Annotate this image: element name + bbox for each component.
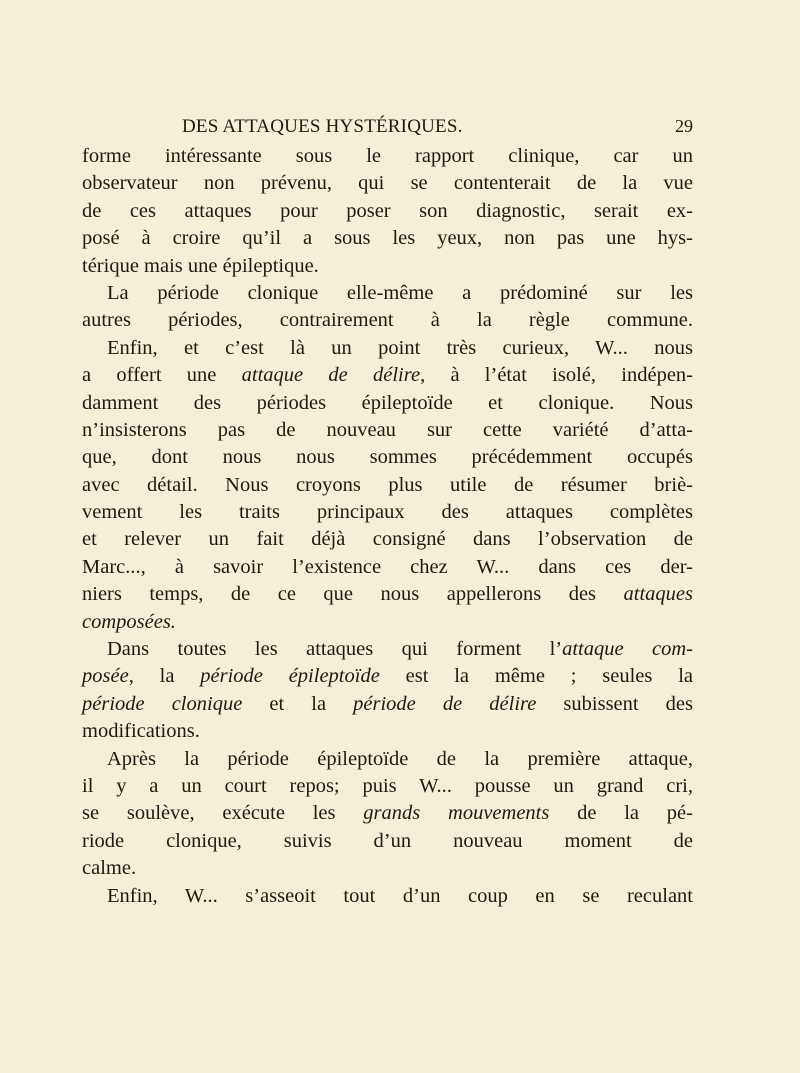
text-run: et la <box>242 692 354 715</box>
text-line <box>82 800 693 827</box>
text-line: autres périodes, contrairement à la règle commune. <box>82 309 693 332</box>
body-text <box>82 143 693 910</box>
text-run: niers temps, de ce que nous appellerons des <box>82 583 624 606</box>
running-title: DES ATTAQUES HYSTÉRIQUES. <box>182 116 463 137</box>
text-line: n’insisterons pas de nouveau sur cette variété d’atta- <box>82 418 693 441</box>
text-line <box>82 581 693 608</box>
text-line: térique mais une épileptique. <box>82 254 319 277</box>
page-header <box>82 116 693 142</box>
italic-run: attaques <box>623 583 693 606</box>
italic-run: posée <box>82 665 129 688</box>
text-run: se soulève, exécute les <box>82 802 364 825</box>
text-line <box>82 636 693 663</box>
text-run: , la <box>128 665 201 688</box>
page-number: 29 <box>675 116 693 136</box>
italic-run: grands mouvements <box>363 802 550 825</box>
text-line: Enfin, W... s’asseoit tout d’un coup en se reculant <box>107 884 693 907</box>
text-line: La période clonique elle-même a prédominé sur les <box>107 281 693 304</box>
text-run: , à l’état isolé, indépen- <box>420 364 693 387</box>
italic-run: attaque com- <box>562 638 693 661</box>
text-line: forme intéressante sous le rapport clinique, car un <box>82 145 693 167</box>
text-line: Après la période épileptoïde de la première attaque, <box>107 747 693 770</box>
text-run: Dans toutes les attaques qui forment <box>107 638 550 661</box>
italic-run: période clonique <box>82 692 243 715</box>
text-run: subissent des <box>536 692 694 715</box>
text-line: modifications. <box>82 720 200 743</box>
italic-run: période de délire <box>353 692 537 715</box>
text-run: l’ <box>549 638 563 661</box>
text-line: posé à croire qu’il a sous les yeux, non pas une hys- <box>82 227 693 250</box>
text-run: est la même ; seules la <box>379 665 693 688</box>
text-line: observateur non prévenu, qui se contenterait de la vue <box>82 172 693 195</box>
text-line: et relever un fait déjà consigné dans l’observation de <box>82 528 693 551</box>
text-line: avec détail. Nous croyons plus utile de résumer briè- <box>82 473 693 496</box>
text-line: vement les traits principaux des attaques complètes <box>82 501 693 524</box>
text-line <box>82 609 693 636</box>
italic-run: composées. <box>82 610 176 633</box>
text-line <box>82 663 693 690</box>
text-line: il y a un court repos; puis W... pousse un grand cri, <box>82 774 693 797</box>
italic-run: période épileptoïde <box>200 665 380 688</box>
text-line: damment des périodes épileptoïde et clonique. Nous <box>82 391 693 414</box>
text-line: riode clonique, suivis d’un nouveau moment de <box>82 829 693 852</box>
text-line: calme. <box>82 857 137 880</box>
text-line: Enfin, et c’est là un point très curieux, W... nous <box>107 336 693 359</box>
italic-run: attaque de délire <box>241 364 421 387</box>
text-line: que, dont nous nous sommes précédemment occupés <box>82 446 693 469</box>
text-run: a offert une <box>82 364 242 387</box>
text-run: de la pé- <box>549 802 693 825</box>
text-line <box>82 691 693 718</box>
text-line: de ces attaques pour poser son diagnostic, serait ex- <box>82 199 693 222</box>
text-line: Marc..., à savoir l’existence chez W... dans ces der- <box>82 555 693 578</box>
text-line <box>82 362 693 389</box>
